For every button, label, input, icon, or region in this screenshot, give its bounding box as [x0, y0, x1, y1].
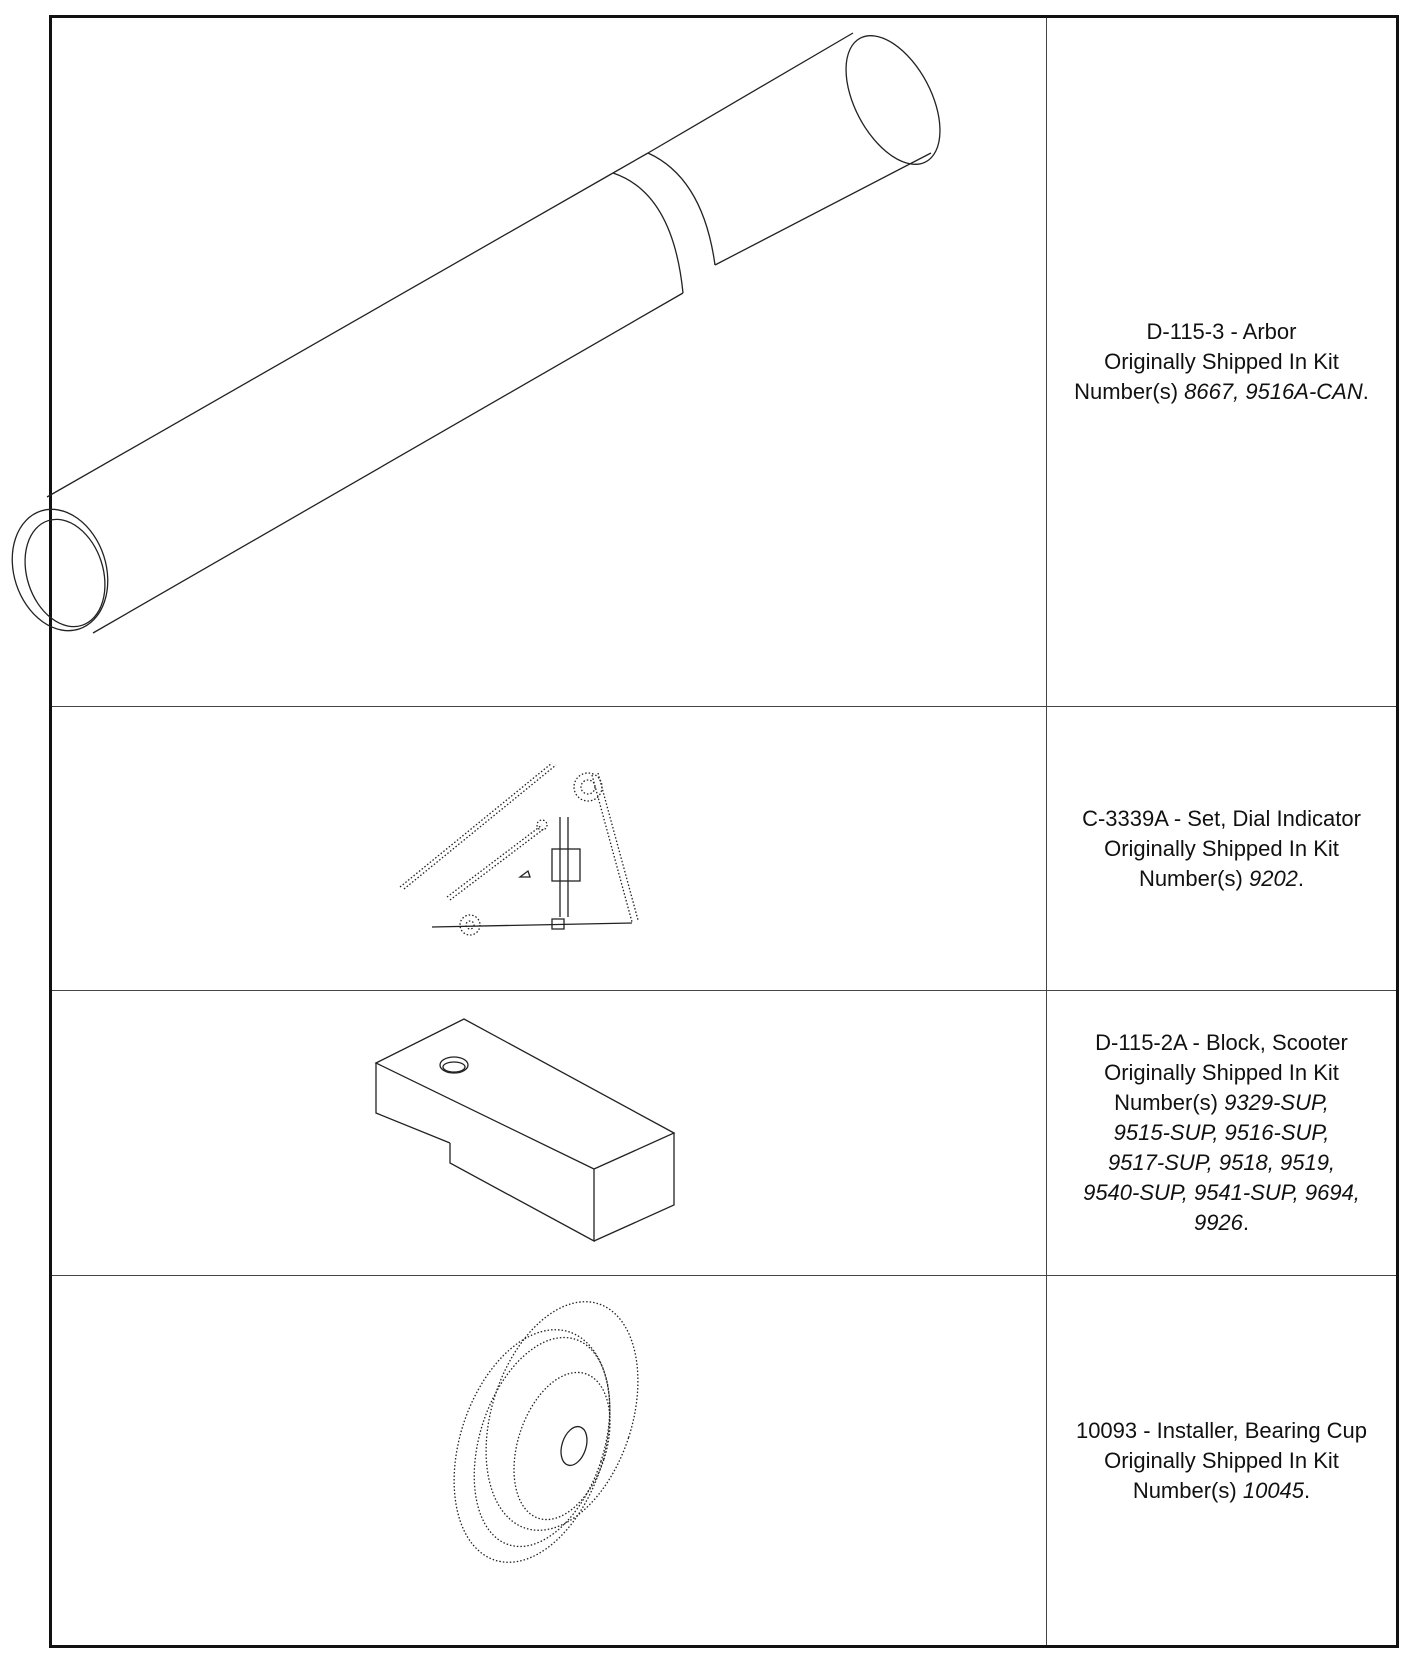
tool-table: [49, 15, 1399, 1648]
table-row: [52, 990, 1396, 1275]
tool-heading: 10093 - Installer, Bearing Cup: [1075, 1417, 1368, 1443]
kit-line: [1076, 1476, 1367, 1506]
kits-prefix: Number(s): [1138, 865, 1243, 891]
kit-numbers: 8667, 9516A-CAN: [1184, 379, 1363, 404]
shipped-line: Originally Shipped In Kit: [1104, 1060, 1339, 1085]
line-end: .: [1242, 1210, 1250, 1235]
shipped-line: Originally Shipped In Kit: [1104, 835, 1339, 861]
tool-heading: C-3339A - Set, Dial Indicator: [1082, 805, 1361, 831]
kit-line: [1082, 864, 1361, 894]
image-cell: [52, 707, 1046, 990]
tool-heading: D-115-2A - Block, Scooter: [1095, 1030, 1348, 1055]
image-cell: [52, 1276, 1046, 1645]
table-row: [52, 706, 1396, 990]
dial-indicator-set-drawing: [392, 747, 652, 947]
kit-numbers: 10045: [1242, 1477, 1305, 1503]
kit-numbers: 9329-SUP,: [1224, 1090, 1329, 1115]
kit-numbers: 9515-SUP, 9516-SUP,: [1113, 1120, 1330, 1145]
kit-line: [1083, 1088, 1360, 1118]
image-cell: [52, 991, 1046, 1275]
tool-description: [1082, 804, 1361, 894]
kit-line: [1083, 1208, 1360, 1238]
tool-description: [1074, 317, 1369, 407]
line-end: .: [1297, 865, 1305, 891]
kits-prefix: Number(s): [1074, 379, 1179, 404]
table-row: [52, 18, 1396, 706]
kit-numbers: 9926: [1193, 1210, 1243, 1235]
line-end: .: [1304, 1477, 1311, 1503]
kit-line: [1074, 377, 1369, 407]
kits-prefix: Number(s): [1114, 1090, 1218, 1115]
arbor-drawing: [3, 3, 1003, 703]
kit-numbers: 9517-SUP, 9518, 9519,: [1107, 1150, 1336, 1175]
tool-heading: D-115-3 - Arbor: [1146, 319, 1297, 344]
kit-numbers: 9202: [1248, 865, 1298, 891]
description-cell: [1046, 1276, 1396, 1645]
scooter-block-drawing: [372, 1013, 692, 1253]
tool-description: [1083, 1028, 1360, 1238]
bearing-cup-installer-drawing: [432, 1296, 652, 1596]
description-cell: [1046, 18, 1396, 706]
shipped-line: Originally Shipped In Kit: [1104, 1447, 1339, 1473]
line-end: .: [1362, 379, 1369, 404]
tool-description: [1076, 1416, 1367, 1506]
kits-prefix: Number(s): [1132, 1477, 1237, 1503]
table-row: [52, 1275, 1396, 1645]
kit-numbers: 9540-SUP, 9541-SUP, 9694,: [1083, 1180, 1360, 1205]
description-cell: [1046, 707, 1396, 990]
description-cell: [1046, 991, 1396, 1275]
shipped-line: Originally Shipped In Kit: [1104, 349, 1339, 374]
image-cell: [52, 18, 1046, 706]
